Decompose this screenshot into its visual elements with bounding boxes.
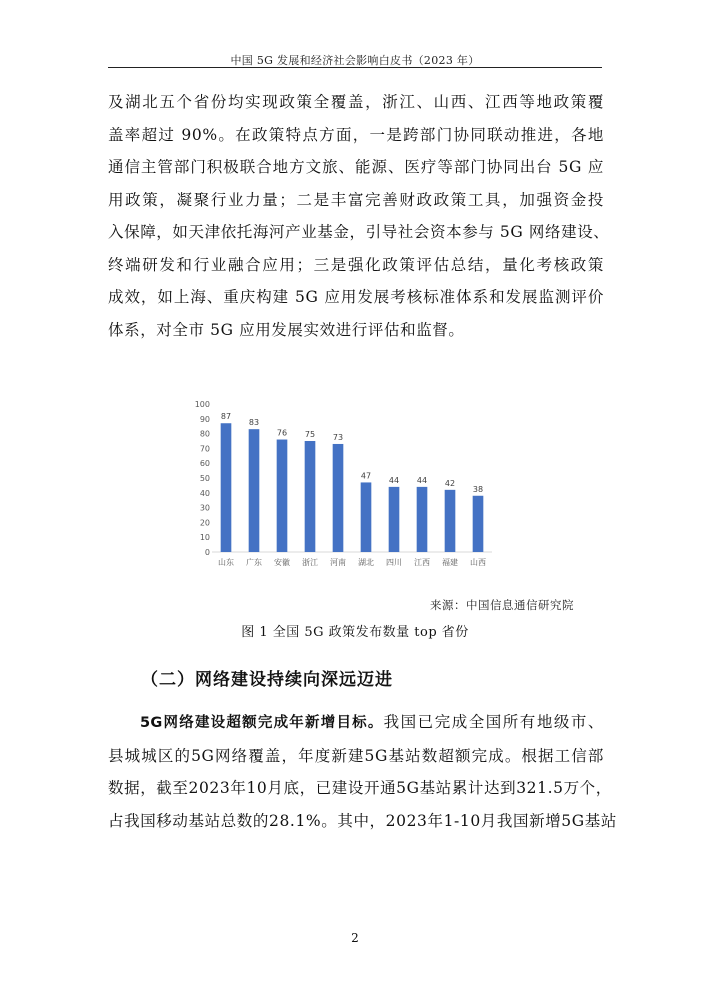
header-rule: [108, 67, 602, 68]
paragraph-policy: [108, 86, 610, 346]
running-header: 中国 5G 发展和经济社会影响白皮书（2023 年）: [230, 54, 480, 67]
bar: [361, 482, 372, 552]
bar: [277, 440, 288, 552]
data-label: 42: [444, 478, 456, 488]
bar: [417, 487, 428, 552]
bar: [389, 487, 400, 552]
paragraph-line-rest: 我国已完成全国所有地级市、: [383, 713, 604, 731]
x-tick-label: 广东: [246, 558, 262, 567]
y-tick-label: 0: [204, 548, 210, 557]
chart-source: 来源：中国信息通信研究院: [430, 598, 574, 612]
paragraph-line: 及湖北五个省份均实现政策全覆盖，浙江、山西、江西等地政策覆: [108, 93, 604, 111]
paragraph-line: 县城城区的5G网络覆盖，年度新建5G基站数超额完成。根据工信部: [108, 746, 604, 765]
data-label: 75: [304, 430, 316, 439]
y-tick-label: 100: [194, 400, 210, 409]
x-tick-label: 福建: [442, 558, 458, 567]
x-tick-label: 河南: [330, 558, 346, 567]
x-tick-label: 山西: [470, 558, 486, 567]
figure-caption: 图 1 全国 5G 政策发布数量 top 省份: [241, 625, 469, 640]
y-tick-label: 80: [199, 429, 210, 439]
data-label: 38: [472, 484, 484, 494]
y-tick-label: 30: [199, 503, 210, 513]
policy-bar-chart: [180, 390, 498, 574]
bar: [333, 444, 344, 552]
paragraph-line: 通信主管部门积极联合地方文旅、能源、医疗等部门协同出台 5G 应: [108, 158, 604, 176]
bar: [305, 441, 316, 552]
paragraph-line: 盖率超过 90%。在政策特点方面，一是跨部门协同联动推进，各地: [108, 125, 604, 144]
paragraph-line: 占我国移动基站总数的28.1%。其中，2023年1-10月我国新增5G基站: [108, 811, 617, 830]
paragraph-line: 成效，如上海、重庆构建 5G 应用发展考核标准体系和发展监测评价: [108, 288, 604, 306]
x-tick-label: 湖北: [358, 558, 374, 567]
x-tick-label: 浙江: [302, 558, 318, 567]
x-tick-label: 四川: [386, 558, 402, 567]
y-tick-label: 60: [199, 459, 210, 469]
paragraph-line: 数据，截至2023年10月底，已建设开通5G基站累计达到321.5万个，: [108, 779, 612, 797]
data-label: 76: [276, 428, 288, 438]
paragraph-network: [108, 706, 617, 837]
x-tick-label: 安徽: [274, 558, 290, 567]
paragraph-line: 终端研发和行业融合应用；三是强化政策评估总结，量化考核政策: [108, 255, 604, 274]
bar: [221, 423, 232, 552]
paragraph-line: [108, 706, 604, 740]
data-label: 44: [416, 475, 428, 485]
y-tick-label: 90: [199, 414, 210, 424]
paragraph-lead: 5G网络建设超额完成年新增目标。: [140, 715, 384, 731]
bar: [445, 490, 456, 552]
y-tick-label: 40: [199, 488, 210, 498]
data-label: 44: [388, 475, 400, 485]
x-tick-label: 江西: [414, 558, 430, 567]
data-label: 87: [220, 412, 232, 422]
data-label: 83: [248, 418, 260, 428]
bar: [249, 429, 260, 552]
y-tick-label: 20: [199, 518, 210, 528]
y-tick-label: 10: [199, 533, 210, 543]
data-label: 73: [332, 432, 344, 442]
section-heading: （二）网络建设持续向深远迈进: [141, 670, 393, 690]
x-tick-label: 山东: [218, 558, 234, 567]
bar: [473, 496, 484, 552]
y-tick-label: 70: [199, 444, 210, 454]
paragraph-line: 体系，对全市 5G 应用发展实效进行评估和监督。: [108, 320, 465, 339]
paragraph-line: 入保障，如天津依托海河产业基金，引导社会资本参与 5G 网络建设、: [108, 223, 610, 241]
page-number: 2: [351, 931, 359, 945]
data-label: 47: [360, 471, 372, 481]
paragraph-line: 用政策，凝聚行业力量；二是丰富完善财政政策工具，加强资金投: [108, 190, 604, 209]
y-tick-label: 50: [199, 474, 210, 483]
